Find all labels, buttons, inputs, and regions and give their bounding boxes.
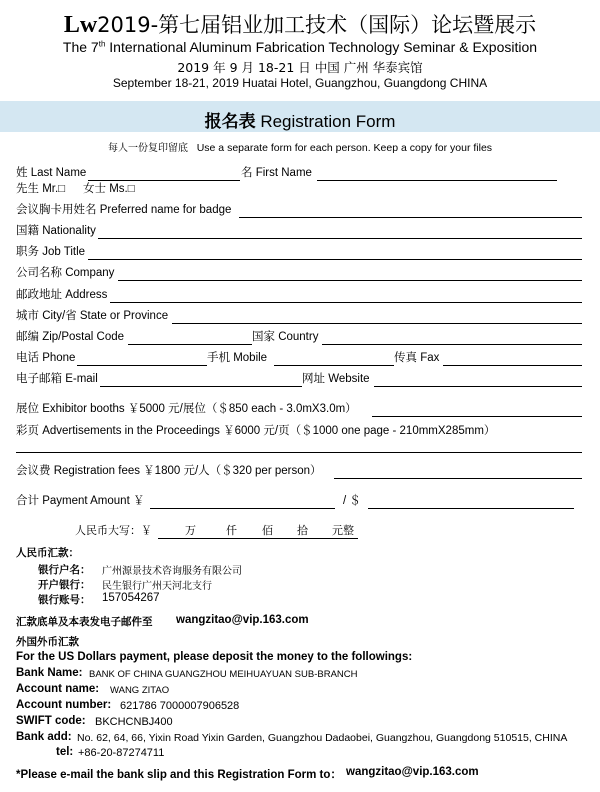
mobile-label: 手机 Mobile	[207, 352, 268, 364]
email-label: 电子邮箱 E-mail	[16, 373, 98, 385]
job-title-field[interactable]	[88, 259, 582, 260]
event-title-en	[0, 39, 600, 55]
website-field[interactable]	[374, 386, 582, 387]
rmb-bank: 民生银行广州天河北支行	[102, 581, 212, 592]
footer-note: *Please e-mail the bank slip and this Registration Form to：	[16, 769, 342, 781]
form-title-cn: 报名表	[204, 112, 256, 132]
address-field[interactable]	[110, 302, 582, 303]
booths-field[interactable]	[372, 416, 582, 417]
first-name-field[interactable]	[317, 180, 557, 181]
job-title-label: 职务 Job Title	[16, 246, 86, 258]
payment-rmb-field[interactable]	[150, 508, 335, 509]
footer-email[interactable]: wangzitao@vip.163.com	[346, 766, 479, 778]
bank-name: BANK OF CHINA GUANGZHOU MEIHUAYUAN SUB-BRANCH	[89, 669, 358, 680]
rmb-account-name-label: 银行户名：	[38, 564, 91, 576]
country-label: 国家 Country	[252, 331, 319, 343]
send-note: 汇款底单及本表发电子邮件至	[16, 616, 153, 628]
tel-label: tel:	[56, 746, 74, 758]
form-title-en: Registration Form	[260, 112, 396, 131]
event-date-cn: 2019 年 9 月 18-21 日 中国 广州 华泰宾馆	[177, 60, 423, 75]
phone-label: 电话 Phone	[16, 352, 76, 364]
booths-label: 展位 Exhibitor booths ￥5000 元/展位（＄850 each - 3.0mX3.0m）	[16, 403, 357, 415]
phone-field[interactable]	[77, 365, 207, 366]
fax-field[interactable]	[443, 365, 582, 366]
ms-checkbox[interactable]: 女士 Ms.□	[83, 183, 135, 195]
form-title	[0, 107, 600, 132]
mobile-field[interactable]	[274, 365, 394, 366]
fax-label: 传真 Fax	[394, 352, 440, 364]
badge-name-label: 会议胸卡用姓名 Preferred name for badge	[16, 204, 232, 216]
rmb-bank-label: 开户银行：	[38, 579, 91, 591]
tel: +86-20-87274711	[78, 747, 165, 759]
send-email[interactable]: wangzitao@vip.163.com	[176, 614, 309, 626]
bank-add-label: Bank add:	[16, 731, 72, 743]
rmb-caps-unit-qian: 仟	[226, 524, 237, 537]
bank-add: No. 62, 64, 66, Yixin Road Yixin Garden, Guangzhou Dadaobei, Guangzhou, Guangdong 510515, CHINA	[77, 732, 568, 744]
email-field[interactable]	[100, 386, 302, 387]
company-field[interactable]	[118, 280, 582, 281]
nationality-field[interactable]	[98, 238, 582, 239]
event-date-en: September 18-21, 2019 Huatai Hotel, Guangzhou, Guangdong CHINA	[112, 76, 488, 90]
ads-label: 彩页 Advertisements in the Proceedings ￥6000 元/页（＄1000 one page - 210mmX285mm）	[16, 425, 496, 437]
payment-usd-label: / ＄	[343, 495, 361, 507]
badge-name-field[interactable]	[239, 217, 582, 218]
rmb-payment-heading: 人民币汇款：	[16, 547, 79, 559]
last-name-field[interactable]	[88, 180, 240, 181]
title-en-sup: th	[98, 39, 106, 49]
country-field[interactable]	[322, 344, 582, 345]
swift-label: SWIFT code:	[16, 715, 86, 727]
event-title-cn	[0, 9, 600, 39]
rmb-account-no: 157054267	[102, 592, 160, 604]
rmb-caps-unit-yuan: 元整	[332, 524, 354, 537]
account-name: WANG ZITAO	[110, 685, 170, 696]
form-note-cn: 每人一份复印留底	[107, 143, 188, 154]
account-number-label: Account number:	[16, 699, 112, 711]
nationality-label: 国籍 Nationality	[16, 225, 96, 237]
payment-usd-field[interactable]	[368, 508, 574, 509]
title-en-prefix: The 7	[62, 39, 99, 55]
payment-amount-label: 合计 Payment Amount ￥	[16, 495, 145, 507]
form-note	[0, 139, 600, 154]
mr-checkbox[interactable]: 先生 Mr.□	[16, 183, 66, 195]
reg-fees-field[interactable]	[334, 478, 582, 479]
rmb-account-no-label: 银行账号：	[38, 594, 91, 606]
ads-field[interactable]	[16, 452, 582, 453]
address-label: 邮政地址 Address	[16, 289, 108, 301]
last-name-label: 姓 Last Name	[16, 167, 87, 179]
event-title-cn-text: 2019-第七届铝业加工技术（国际）论坛暨展示	[97, 13, 537, 37]
bank-name-label: Bank Name:	[16, 667, 83, 679]
rmb-caps-unit-wan: 万	[185, 524, 196, 537]
company-label: 公司名称 Company	[16, 267, 115, 279]
event-logo: Lw	[63, 12, 98, 38]
rmb-account-name: 广州源景技术咨询服务有限公司	[102, 566, 242, 577]
city-field[interactable]	[172, 323, 582, 324]
title-en-suffix: International Aluminum Fabrication Technology Seminar & Exposition	[105, 39, 538, 55]
zip-label: 邮编 Zip/Postal Code	[16, 331, 125, 343]
account-name-label: Account name:	[16, 683, 100, 695]
rmb-caps-label: 人民币大写：￥	[75, 524, 152, 537]
rmb-caps-unit-bai: 佰	[262, 524, 273, 537]
reg-fees-label: 会议费 Registration fees ￥1800 元/人（＄320 per person）	[16, 465, 322, 477]
rmb-caps-unit-shi: 拾	[297, 524, 308, 537]
usd-intro: For the US Dollars payment, please deposit the money to the followings:	[16, 651, 413, 663]
account-number: 621786 7000007906528	[120, 700, 240, 712]
zip-field[interactable]	[128, 344, 252, 345]
swift-code: BKCHCNBJ400	[95, 716, 173, 728]
form-note-en: Use a separate form for each person. Keep a copy for your files	[196, 142, 493, 154]
city-label: 城市 City/省 State or Province	[16, 310, 169, 322]
website-label: 网址 Website	[302, 373, 370, 385]
usd-payment-heading: 外国外币汇款	[16, 636, 79, 648]
first-name-label: 名 First Name	[241, 167, 312, 179]
